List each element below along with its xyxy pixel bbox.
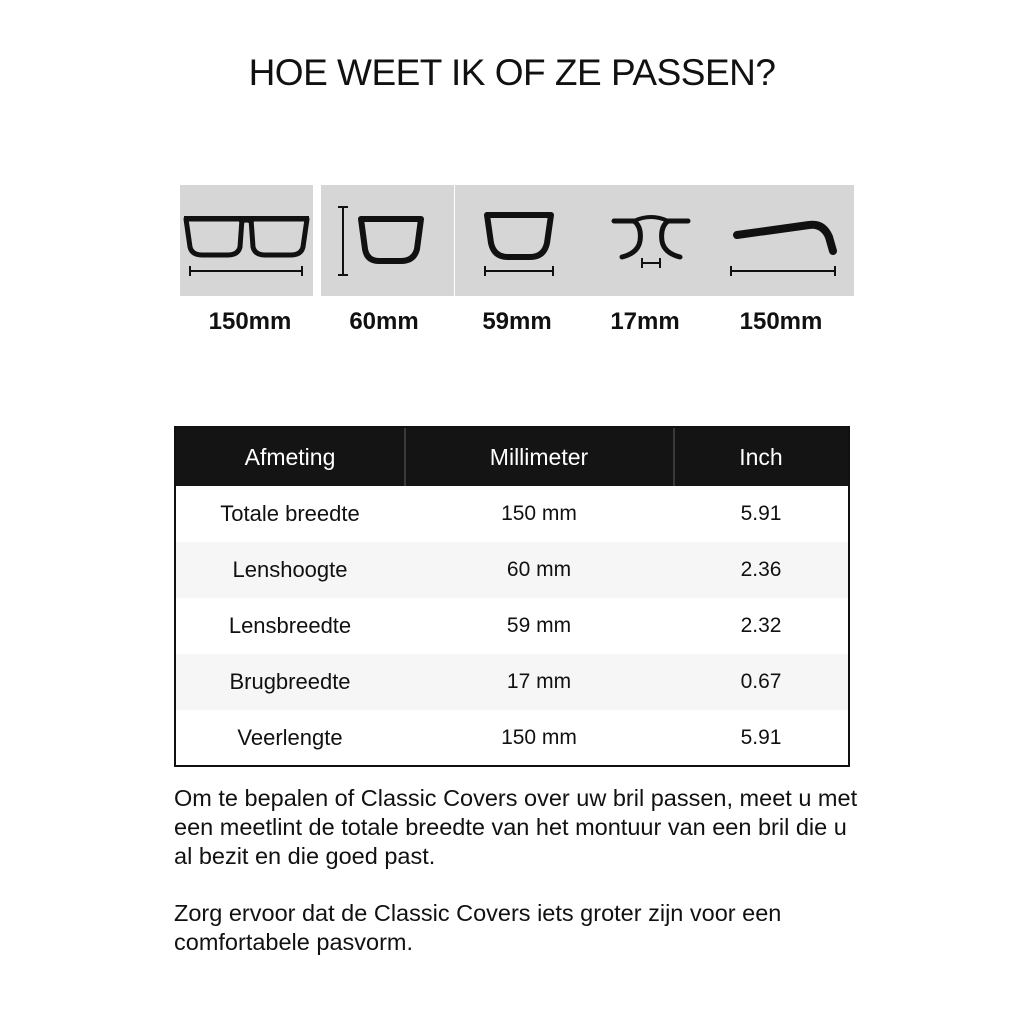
temple-length-tile [721, 185, 854, 296]
total-width-tile [180, 185, 313, 296]
bridge-width-icon [588, 185, 721, 296]
row-mm: 60 mm [506, 558, 572, 581]
row-mm: 150 mm [501, 726, 577, 749]
fit-note-paragraph: Zorg ervoor dat de Classic Covers iets groter zijn voor een comfortabele pasvorm. [174, 900, 782, 955]
lens-width-tile [455, 185, 588, 296]
bridge-width-label: 17mm [610, 308, 680, 335]
row-inch: 5.91 [740, 502, 782, 525]
header-inch: Inch [739, 444, 783, 470]
table-row [176, 598, 848, 654]
instruction-paragraph: Om te bepalen of Classic Covers over uw bril passen, meet u met een meetlint de totale breedte van het montuur van een bril die u al bezit en die goed past. [174, 785, 858, 869]
row-mm: 59 mm [506, 614, 572, 637]
row-name: Lensbreedte [228, 613, 352, 638]
size-table [174, 426, 850, 767]
total-width-label: 150mm [208, 308, 292, 335]
table-row [176, 486, 848, 542]
row-inch: 2.36 [740, 558, 782, 581]
total-width-icon [180, 185, 313, 296]
row-name: Lenshoogte [232, 557, 348, 582]
lens-height-icon [321, 185, 454, 296]
table-header [176, 428, 848, 486]
header-millimeter: Millimeter [489, 444, 589, 470]
temple-length-label: 150mm [739, 308, 823, 335]
row-inch: 5.91 [740, 726, 782, 749]
row-mm: 150 mm [501, 502, 577, 525]
temple-length-icon [721, 185, 854, 296]
lens-width-icon [455, 185, 588, 296]
lens-width-label: 59mm [482, 308, 552, 335]
table-row [176, 542, 848, 598]
row-name: Totale breedte [220, 501, 360, 526]
lens-height-label: 60mm [349, 308, 419, 335]
header-afmeting: Afmeting [244, 444, 336, 470]
table-row [176, 654, 848, 710]
row-name: Brugbreedte [229, 669, 351, 694]
table-row [176, 710, 848, 766]
row-mm: 17 mm [506, 670, 572, 693]
row-name: Veerlengte [237, 725, 343, 750]
row-inch: 2.32 [740, 614, 782, 637]
page-title: HOE WEET IK OF ZE PASSEN? [248, 52, 776, 93]
lens-height-tile [321, 185, 454, 296]
row-inch: 0.67 [740, 670, 782, 693]
bridge-width-tile [588, 185, 721, 296]
